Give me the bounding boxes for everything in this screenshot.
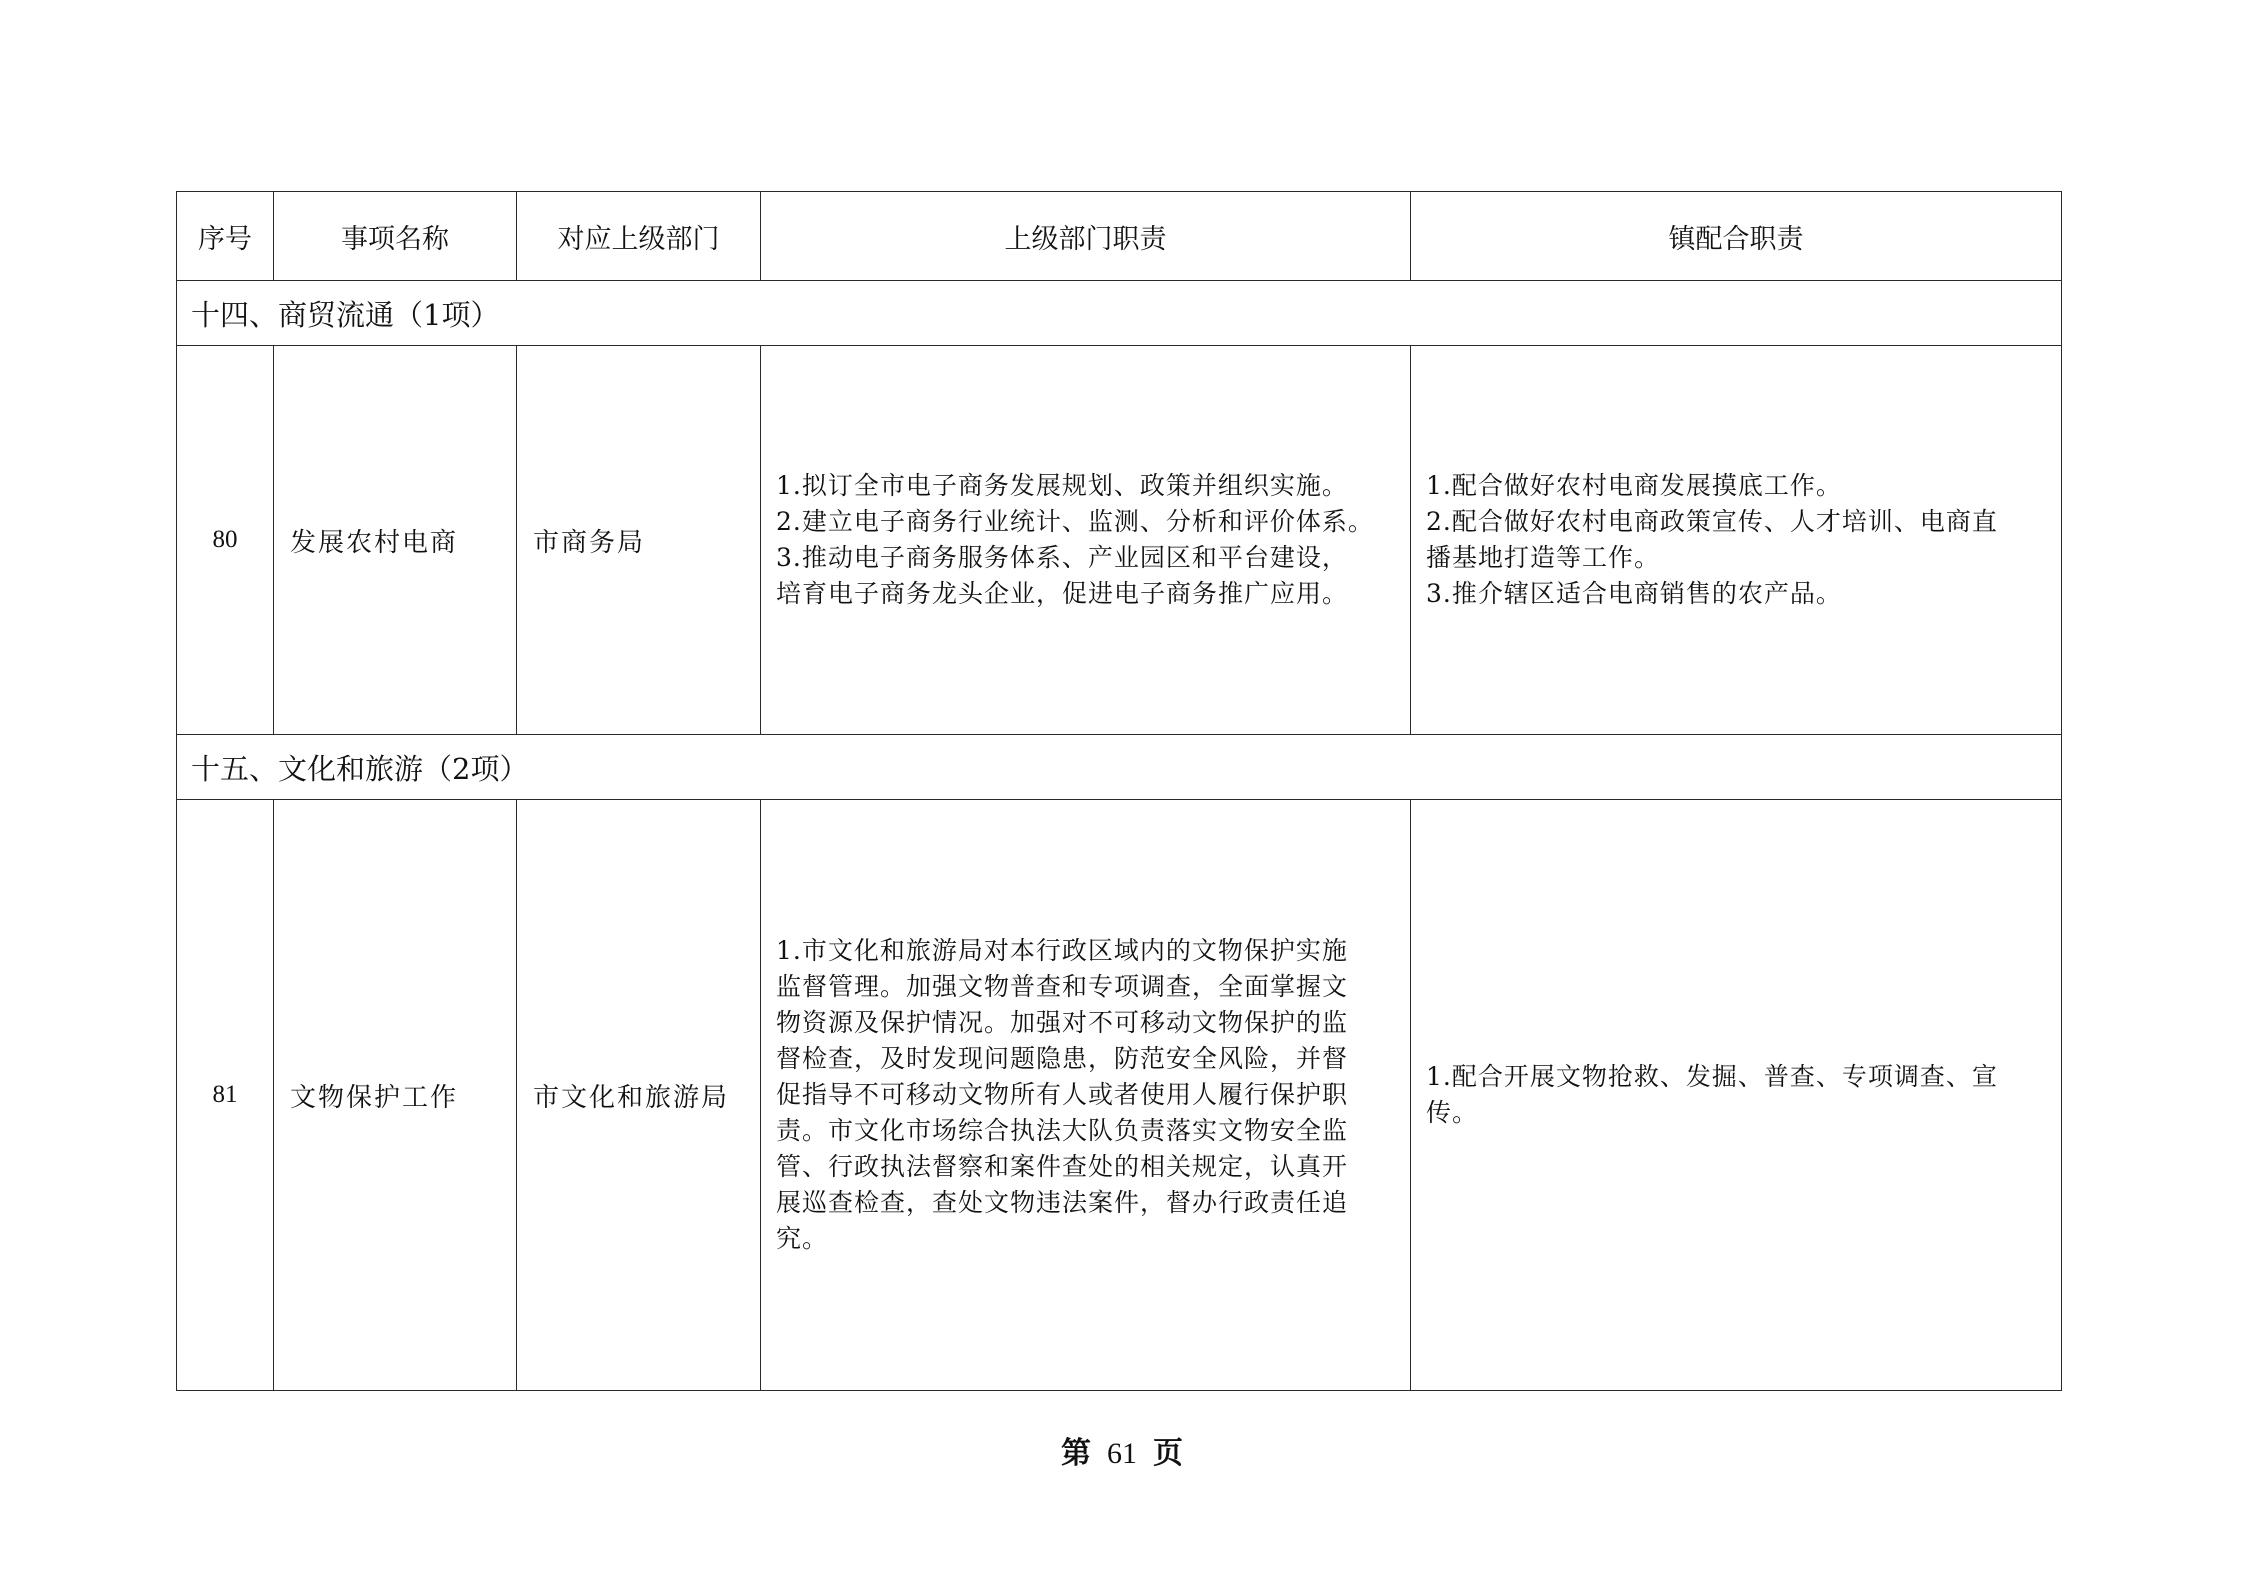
row-upper-duty bbox=[761, 800, 1411, 1391]
duty-line: 传。 bbox=[1426, 1098, 1479, 1127]
duty-line: 促指导不可移动文物所有人或者使用人履行保护职 bbox=[776, 1080, 1349, 1109]
row-seq: 81 bbox=[177, 800, 274, 1391]
duty-line: 3.推介辖区适合电商销售的农产品。 bbox=[1426, 579, 1842, 608]
page-number: 61 bbox=[1107, 1437, 1137, 1470]
duty-line: 督检查，及时发现问题隐患，防范安全风险，并督 bbox=[776, 1044, 1349, 1073]
duty-line: 究。 bbox=[776, 1224, 829, 1253]
duty-line: 物资源及保护情况。加强对不可移动文物保护的监 bbox=[776, 1008, 1349, 1037]
duty-line: 2.配合做好农村电商政策宣传、人才培训、电商直 bbox=[1426, 507, 1998, 536]
responsibility-table bbox=[176, 191, 2062, 1391]
duty-line: 管、行政执法督察和案件查处的相关规定，认真开 bbox=[776, 1152, 1349, 1181]
row-upper-dept: 市文化和旅游局 bbox=[517, 800, 761, 1391]
row-seq: 80 bbox=[177, 346, 274, 735]
header-item-name: 事项名称 bbox=[274, 192, 517, 281]
table-row bbox=[177, 346, 2062, 735]
duty-line: 3.推动电子商务服务体系、产业园区和平台建设， bbox=[776, 543, 1348, 572]
page-footer bbox=[0, 1428, 2244, 1472]
table-row bbox=[177, 800, 2062, 1391]
section-row bbox=[177, 735, 2062, 800]
duty-line: 展巡查检查，查处文物违法案件，督办行政责任追 bbox=[776, 1188, 1349, 1217]
row-item-name: 发展农村电商 bbox=[274, 346, 517, 735]
duty-line: 1.拟订全市电子商务发展规划、政策并组织实施。 bbox=[776, 471, 1348, 500]
header-upper-dept: 对应上级部门 bbox=[517, 192, 761, 281]
duty-line: 1.市文化和旅游局对本行政区域内的文物保护实施 bbox=[776, 936, 1348, 965]
header-town-duty: 镇配合职责 bbox=[1411, 192, 2062, 281]
section-row bbox=[177, 281, 2062, 346]
table-header-row bbox=[177, 192, 2062, 281]
duty-line: 责。市文化市场综合执法大队负责落实文物安全监 bbox=[776, 1116, 1349, 1145]
duty-line: 1.配合做好农村电商发展摸底工作。 bbox=[1426, 471, 1842, 500]
page-prefix: 第 bbox=[1061, 1436, 1091, 1471]
duty-line: 1.配合开展文物抢救、发掘、普查、专项调查、宣 bbox=[1426, 1062, 1998, 1091]
header-upper-duty: 上级部门职责 bbox=[761, 192, 1411, 281]
row-item-name: 文物保护工作 bbox=[274, 800, 517, 1391]
duty-line: 监督管理。加强文物普查和专项调查，全面掌握文 bbox=[776, 972, 1349, 1001]
row-town-duty bbox=[1411, 800, 2062, 1391]
duty-line: 2.建立电子商务行业统计、监测、分析和评价体系。 bbox=[776, 507, 1374, 536]
duty-line: 播基地打造等工作。 bbox=[1426, 543, 1661, 572]
section-title: 十五、文化和旅游（2项） bbox=[177, 735, 2062, 800]
section-title: 十四、商贸流通（1项） bbox=[177, 281, 2062, 346]
row-upper-dept: 市商务局 bbox=[517, 346, 761, 735]
header-seq: 序号 bbox=[177, 192, 274, 281]
page-suffix: 页 bbox=[1153, 1436, 1183, 1471]
duty-line: 培育电子商务龙头企业，促进电子商务推广应用。 bbox=[776, 579, 1349, 608]
row-upper-duty bbox=[761, 346, 1411, 735]
row-town-duty bbox=[1411, 346, 2062, 735]
